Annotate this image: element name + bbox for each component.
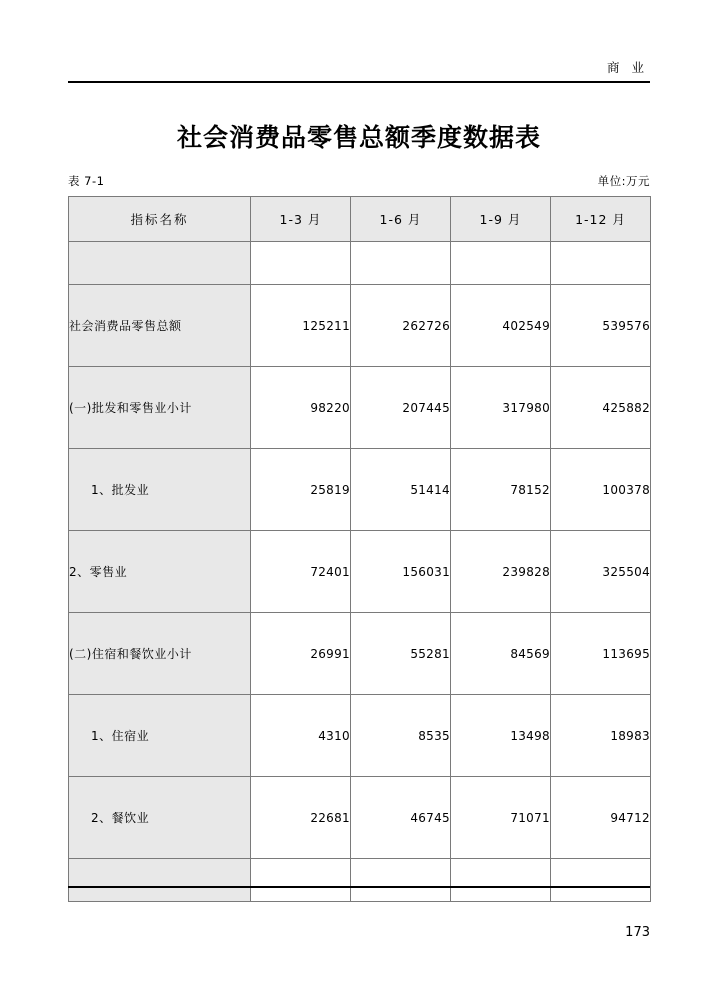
row-value: 156031 (351, 531, 451, 613)
header-rule (68, 81, 650, 83)
row-value: 98220 (251, 367, 351, 449)
row-value: 262726 (351, 285, 451, 367)
column-header-q4: 1-12 月 (551, 197, 651, 242)
page-title: 社会消费品零售总额季度数据表 (176, 123, 541, 152)
row-value: 46745 (351, 777, 451, 859)
spacer-cell (551, 242, 651, 285)
row-value: 13498 (451, 695, 551, 777)
column-header-indicator: 指标名称 (69, 197, 251, 242)
page-header (68, 58, 650, 83)
row-label: 2、零售业 (69, 531, 251, 613)
row-value: 18983 (551, 695, 651, 777)
column-header-q2: 1-6 月 (351, 197, 451, 242)
row-label: (一)批发和零售业小计 (69, 367, 251, 449)
row-value: 325504 (551, 531, 651, 613)
row-value: 94712 (551, 777, 651, 859)
row-value: 51414 (351, 449, 451, 531)
row-value: 4310 (251, 695, 351, 777)
retail-sales-table (68, 196, 651, 902)
table-unit: 单位:万元 (597, 174, 650, 188)
page-number: 173 (625, 925, 650, 940)
table-row (69, 695, 651, 777)
table-row (69, 367, 651, 449)
row-value: 402549 (451, 285, 551, 367)
table-header-row (69, 197, 651, 242)
row-value: 239828 (451, 531, 551, 613)
spacer-cell (251, 242, 351, 285)
spacer-cell (351, 242, 451, 285)
row-value: 8535 (351, 695, 451, 777)
spacer-cell (251, 859, 351, 902)
row-value: 84569 (451, 613, 551, 695)
column-header-q3: 1-9 月 (451, 197, 551, 242)
row-value: 71071 (451, 777, 551, 859)
row-value: 78152 (451, 449, 551, 531)
row-value: 26991 (251, 613, 351, 695)
footer-rule (68, 886, 650, 888)
row-value: 25819 (251, 449, 351, 531)
row-value: 72401 (251, 531, 351, 613)
table-row (69, 859, 651, 902)
spacer-name-cell (69, 859, 251, 902)
row-value: 207445 (351, 367, 451, 449)
row-label: 1、批发业 (69, 449, 251, 531)
table-row (69, 449, 651, 531)
column-header-q1: 1-3 月 (251, 197, 351, 242)
table-row (69, 777, 651, 859)
row-value: 125211 (251, 285, 351, 367)
spacer-cell (551, 859, 651, 902)
table-row (69, 531, 651, 613)
table-number: 表 7-1 (68, 174, 105, 188)
row-value: 55281 (351, 613, 451, 695)
section-label: 商 业 (607, 60, 648, 75)
row-label: 1、住宿业 (69, 695, 251, 777)
table-caption (68, 173, 650, 189)
spacer-name-cell (69, 242, 251, 285)
row-value: 22681 (251, 777, 351, 859)
row-value: 100378 (551, 449, 651, 531)
row-value: 425882 (551, 367, 651, 449)
spacer-cell (351, 859, 451, 902)
row-label: (二)住宿和餐饮业小计 (69, 613, 251, 695)
row-value: 539576 (551, 285, 651, 367)
row-value: 317980 (451, 367, 551, 449)
spacer-cell (451, 859, 551, 902)
row-label: 2、餐饮业 (69, 777, 251, 859)
row-label: 社会消费品零售总额 (69, 285, 251, 367)
table-row (69, 613, 651, 695)
row-value: 113695 (551, 613, 651, 695)
table-row (69, 285, 651, 367)
table-body (69, 242, 651, 902)
table-row (69, 242, 651, 285)
spacer-cell (451, 242, 551, 285)
